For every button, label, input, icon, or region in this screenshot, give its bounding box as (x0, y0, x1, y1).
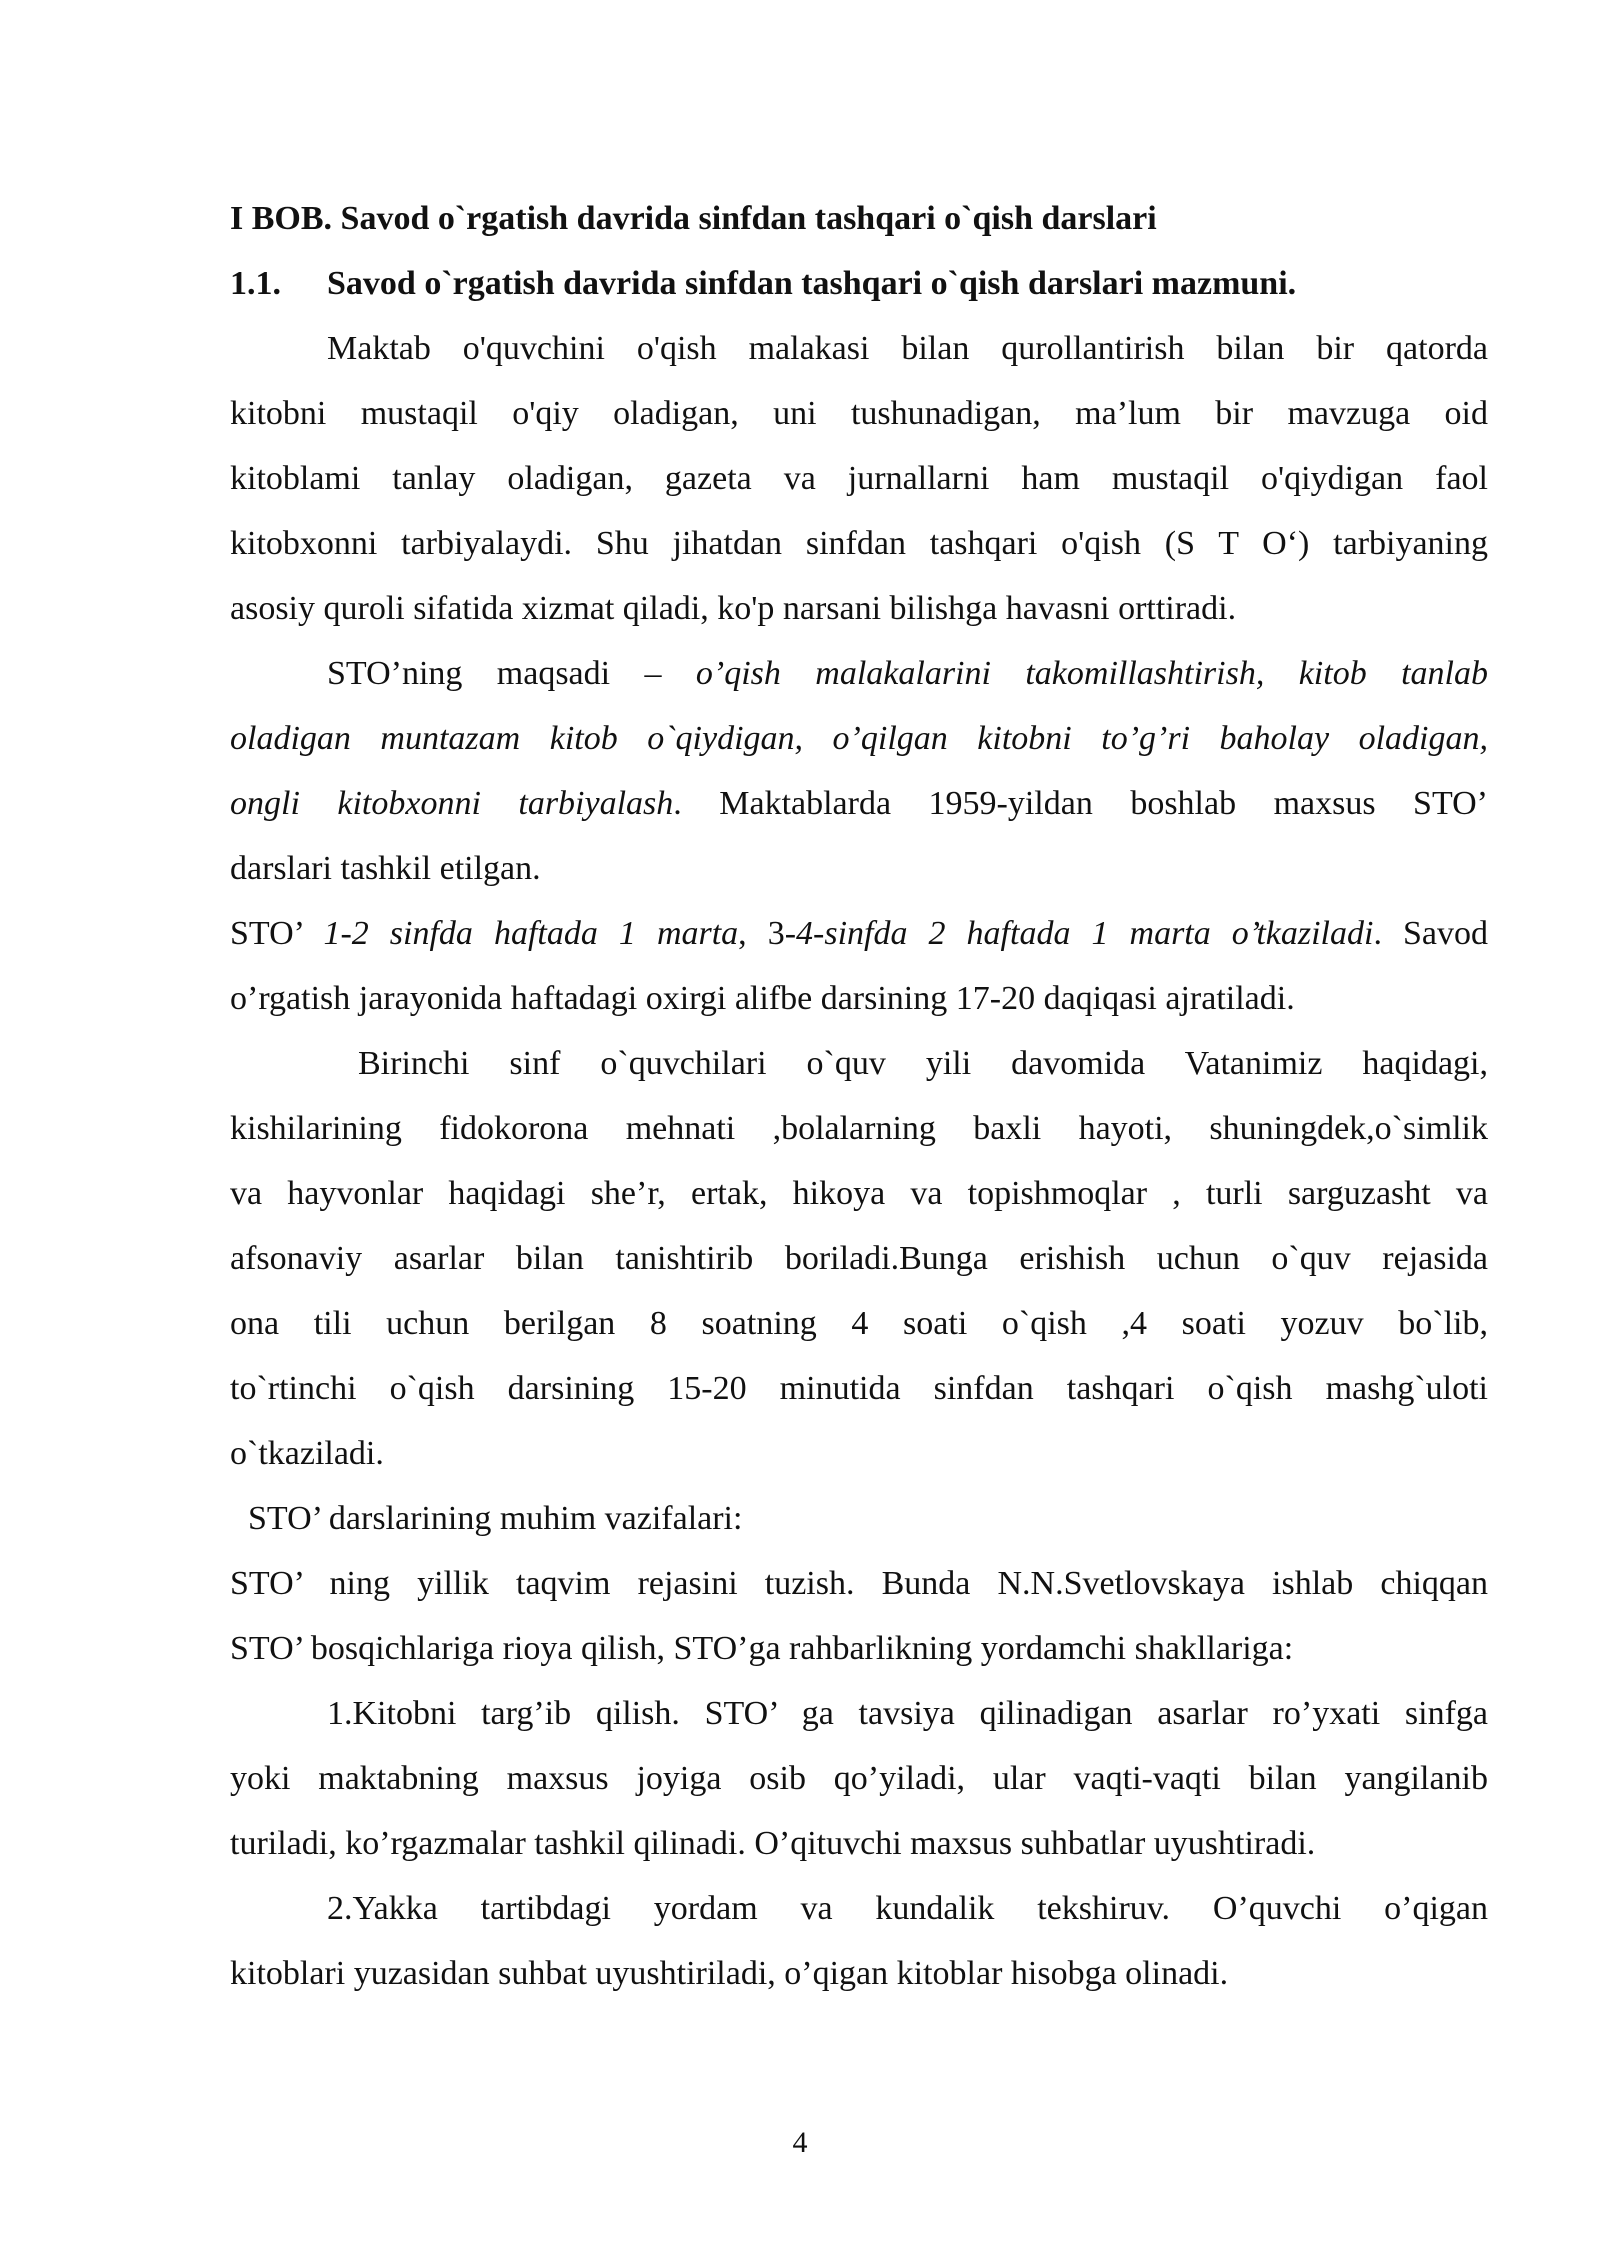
p1-line-2: kitobni mustaqil o'qiy oladigan, uni tushunadigan, ma’lum bir mavzuga oid (230, 395, 1488, 432)
page-number: 4 (792, 2126, 808, 2159)
p2-line-4: darslari tashkil etilgan. (230, 850, 541, 887)
p4-line-2: kishilarining fidokorona mehnati ,bolalarning baxli hayoti, shuningdek,o`simlik (230, 1110, 1488, 1147)
item1-line-3: turiladi, ko’rgazmalar tashkil qilinadi. O’qituvchi maxsus suhbatlar uyushtiradi. (230, 1825, 1316, 1862)
p3-line-1-c: , 3- (738, 915, 797, 952)
p4-line-3: va hayvonlar haqidagi she’r, ertak, hikoya va topishmoqlar , turli sarguzasht va (230, 1175, 1488, 1212)
p2-line-2-italic: oladigan muntazam kitob o`qiydigan, o’qilgan kitobni to’g’ri baholay oladigan, (230, 720, 1488, 757)
section-number: 1.1. (230, 265, 281, 302)
p2-line-1 (230, 641, 1488, 706)
item2-line-1: 2.Yakka tartibdagi yordam va kundalik tekshiruv. O’quvchi o’qigan (327, 1890, 1488, 1927)
item2-line-2: kitoblari yuzasidan suhbat uyushtiriladi, o’qigan kitoblar hisobga olinadi. (230, 1955, 1229, 1992)
p1-line-1: Maktab o'quvchini o'qish malakasi bilan qurollantirish bilan bir qatorda (327, 330, 1488, 367)
p4-line-7: o`tkaziladi. (230, 1435, 384, 1472)
item1-line-1: 1.Kitobni targ’ib qilish. STO’ ga tavsiya qilinadigan asarlar ro’yxati sinfga (327, 1695, 1488, 1732)
p4-line-6: to`rtinchi o`qish darsining 15-20 minutida sinfdan tashqari o`qish mashg`uloti (230, 1370, 1488, 1407)
p3-line-2: o’rgatish jarayonida haftadagi oxirgi alifbe darsining 17-20 daqiqasi ajratiladi. (230, 980, 1295, 1017)
p3-line-1-e: . Savod (1373, 915, 1488, 952)
p5-line-1: STO’ ning yillik taqvim rejasini tuzish. Bunda N.N.Svetlovskaya ishlab chiqqan (230, 1565, 1488, 1602)
p4-line-4: afsonaviy asarlar bilan tanishtirib boriladi.Bunga erishish uchun o`quv rejasida (230, 1240, 1488, 1277)
p3-line-1-d: 4-sinfda 2 haftada 1 marta o’tkaziladi (796, 915, 1374, 952)
section-title: Savod o`rgatish davrida sinfdan tashqari o`qish darslari mazmuni. (327, 265, 1297, 302)
p4-line-5: ona tili uchun berilgan 8 soatning 4 soati o`qish ,4 soati yozuv bo`lib, (230, 1305, 1488, 1342)
p2-line-2 (230, 706, 1488, 771)
item1-line-2: yoki maktabning maxsus joyiga osib qo’yiladi, ular vaqti-vaqti bilan yangilanib (230, 1760, 1488, 1797)
section-heading (230, 251, 1488, 316)
p2-line-1-plain: STO’ning maqsadi – (327, 655, 696, 692)
p3-line-1 (230, 901, 1488, 966)
p3-line-1-b: 1-2 sinfda haftada 1 marta (323, 915, 739, 952)
p2-line-3 (230, 771, 1488, 836)
p1-line-5: asosiy quroli sifatida xizmat qiladi, ko'p narsani bilishga havasni orttiradi. (230, 590, 1237, 627)
p1-line-4: kitobxonni tarbiyalaydi. Shu jihatdan sinfdan tashqari o'qish (S T O‘) tarbiyaning (230, 525, 1488, 562)
chapter-title: I BOB. Savod o`rgatish davrida sinfdan tashqari o`qish darslari (230, 200, 1157, 237)
p4-line-1: Birinchi sinf o`quvchilari o`quv yili davomida Vatanimiz haqidagi, (358, 1045, 1488, 1082)
p2-line-1-italic: o’qish malakalarini takomillashtirish, kitob tanlab (695, 655, 1488, 692)
p2-line-3-italic: ongli kitobxonni tarbiyalash (230, 785, 674, 822)
p1-line-3: kitoblami tanlay oladigan, gazeta va jurnallarni ham mustaqil o'qiydigan faol (230, 460, 1488, 497)
tasks-heading: STO’ darslarining muhim vazifalari: (248, 1500, 743, 1537)
document-page (230, 186, 1488, 2006)
p2-line-3-plain: . Maktablarda 1959-yildan boshlab maxsus STO’ (673, 785, 1488, 822)
p5-line-2: STO’ bosqichlariga rioya qilish, STO’ga rahbarlikning yordamchi shakllariga: (230, 1630, 1294, 1667)
p3-line-1-a: STO’ (230, 915, 324, 952)
